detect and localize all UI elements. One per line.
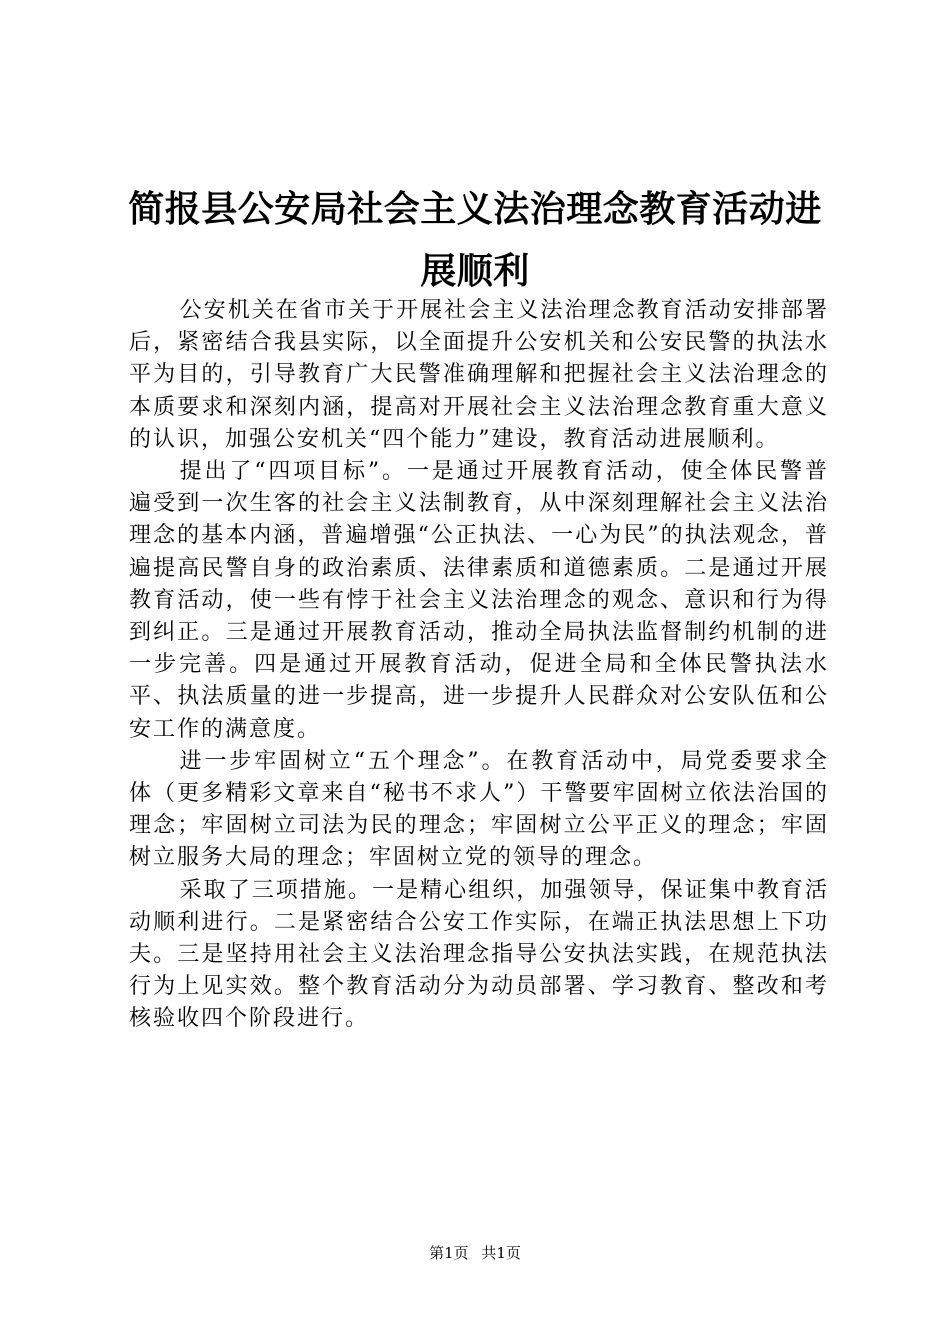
page-number: 第1页: [429, 1244, 469, 1262]
paragraph-five-concepts: 进一步牢固树立“五个理念”。在教育活动中，局党委要求全体（更多精彩文章来自“秘书不求人”）干警要牢固树立依法治国的理念；牢固树立司法为民的理念；牢固树立公平正义的理念；牢固树立服务大局的理念；牢固树立党的领导的理念。: [129, 748, 829, 871]
page-total: 共1页: [481, 1244, 521, 1262]
document-body: [129, 295, 829, 1036]
paragraph-three-measures: 采取了三项措施。一是精心组织，加强领导，保证集中教育活动顺利进行。二是紧密结合公安工作实际，在端正执法思想上下功夫。三是坚持用社会主义法治理念指导公安执法实践，在规范执法行为上见实效。整个教育活动分为动员部署、学习教育、整改和考核验收四个阶段进行。: [129, 877, 829, 1032]
paragraph-four-goals: 提出了“四项目标”。一是通过开展教育活动，使全体民警普遍受到一次生客的社会主义法制教育，从中深刻理解社会主义法治理念的基本内涵，普遍增强“公正执法、一心为民”的执法观念，普遍提高民警自身的政治素质、法律素质和道德素质。二是通过开展教育活动，使一些有悖于社会主义法治理念的观念、意识和行为得到纠正。三是通过开展教育活动，推动全局执法监督制约机制的进一步完善。四是通过开展教育活动，促进全局和全体民警执法水平、执法质量的进一步提高，进一步提升人民群众对公安队伍和公安工作的满意度。: [129, 459, 829, 742]
paragraph-intro: 公安机关在省市关于开展社会主义法治理念教育活动安排部署后，紧密结合我县实际，以全面提升公安机关和公安民警的执法水平为目的，引导教育广大民警准确理解和把握社会主义法治理念的本质要求和深刻内涵，提高对开展社会主义法治理念教育重大意义的认识，加强公安机关“四个能力”建设，教育活动进展顺利。: [129, 298, 829, 452]
page-footer: [0, 1243, 950, 1263]
document-title: 简报县公安局社会主义法治理念教育活动进展顺利: [128, 188, 822, 292]
